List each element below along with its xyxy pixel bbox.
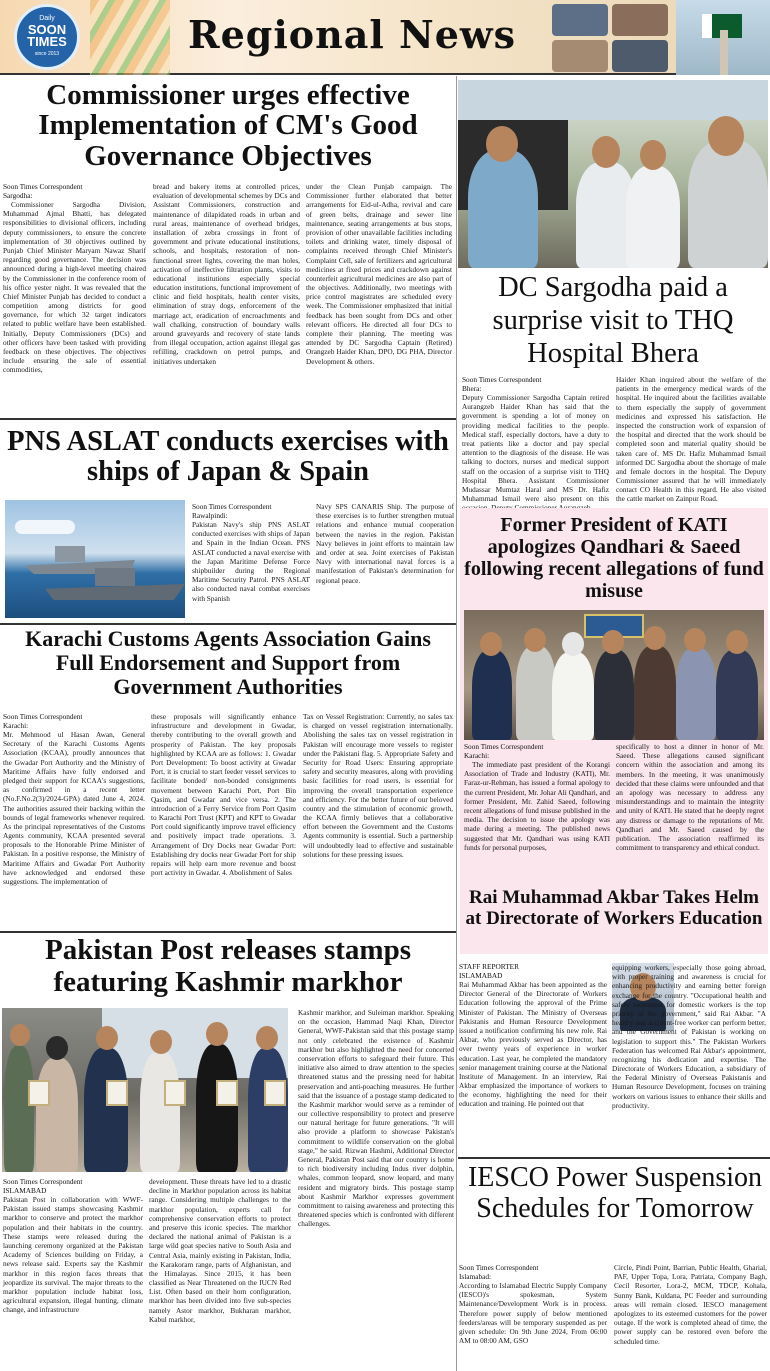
logo-name: SOON TIMES — [27, 22, 67, 49]
a4-headline: Former President of KATI apologizes Qandhari & Saeed following recent allegations of fund misuse — [464, 514, 764, 602]
a6-headline: Rai Muhammad Akbar Takes Helm at Directorate of Workers Education — [465, 887, 763, 929]
a7-col1: Pakistan Post in collaboration with WWF-Pakistan issued stamps showcasing Kashmir markhor to conserve and protect the markhor population and their habitats in the country. These stamps were released during the launching ceremony organized at the Pakistan Academy of Sciences building on Friday, a news release said. Experts say the Kashmir markhor in this region faces threats that jeopardize its survival. The major threats to the markhor population include habitat loss, agricultural expansion, illegal hunting, climate change, and infrastructure — [3, 1195, 143, 1315]
a3-dateline: Rawalpindi: — [192, 511, 228, 521]
dc-visit-photo — [458, 80, 768, 268]
a2-byline-text: Soon Times Correspondent — [462, 375, 542, 384]
a7-headline: Pakistan Post releases stamps featuring Kashmir markhor — [45, 934, 411, 998]
a8-byline-text: Soon Times Correspondent — [459, 1263, 539, 1272]
divider — [458, 1157, 770, 1159]
divider — [0, 623, 456, 625]
divider — [0, 418, 456, 420]
masthead — [0, 0, 770, 75]
a7-col3: Kashmir markhor, and Suleiman markhor. Speaking on the occasion, Hammad Naqi Khan, Director General, WWF-Pakistan said that this postage stamp not only celebrated the existence of Kashmir markhor but also highlighted the need for concerted conservation efforts to safeguard their future. This initiative also aimed to draw attention to the species threatened status and the pressing need for habitat preservation and anti-poaching measures. He further said that the issuance of a postage stamp dedicated to the Kashmir markhor would serve as a reminder of our collective responsibility to protect and preserve our natural heritage for future generations. "It will also provide a platform to showcase Pakistan's commitment to wildlife conservation on the global stage," he said. Rizwan Hashmi, Additional Director General, Pakistan Post said that our country is home to rich biodiversity including Indus river dolphin, whales, common leopard, snow leopard, and many resident and migratory birds. This postage stamp about Kashmir Markhor expresses government commitment to raising awareness and protecting this threatened species which is confronted with different challenges. — [298, 1008, 454, 1229]
a8-col2: Circle, Pindi Point, Barrian, Public Health, Gharial, PAF, Upper Topa, Lora, Patriata, Company Bagh, Cecil Resorter, Lora-2, MCM, TDCP, Kohala, Sunny Bank, Kuldana, PC Feeder and surrounding areas will remain closed. IESCO management apologizes to its esteemed customers for the power outage. If the work is completed ahead of time, the power supply can be restored even before the scheduled time. — [614, 1263, 767, 1346]
a4-byline-text: Soon Times Correspondent — [464, 742, 544, 751]
a1-col1: Commissioner Sargodha Division, Muhammad Ajmal Bhatti, has delegated responsibilities to divisional officers, including deputy commissioners, to ensure the concrete implementation of 30 objectives outlined by Punjab Chief Minister Maryam Nawaz Sharif regarding good governance. The decision was announced during a high-level meeting chaired by the Commissioner in the conference room of his office yester night. It was revealed that the Chief Minister Punjab has decided to conduct a competition among districts for good governance, for which 32 target indicators related to public welfare have been established. Initially, Deputy Commissioners (DCs) and other officers have been tasked with providing feedback on these objectives. The objectives include ensuring the sale of essential commodities, — [3, 200, 146, 375]
logo-since: since 2013 — [34, 51, 60, 57]
a3-headline: PNS ASLAT conducts exercises with ships of Japan & Spain — [7, 426, 449, 487]
a3-col2: Navy SPS CANARIS Ship. The purpose of these exercises is to further strengthen mutual relations and enhance mutual cooperation between the navies in the region. Pakistan Navy believes in joint efforts to maintain law and order at sea. Joint exercises of Pakistan Navy with international naval forces is a manifestation of Pakistan's determination for regional peace. — [316, 502, 454, 585]
a6-byline-text: STAFF REPORTER — [459, 962, 520, 971]
a5-byline-text: Soon Times Correspondent — [3, 712, 83, 721]
divider — [0, 931, 456, 933]
stamp-ceremony-photo — [2, 1008, 288, 1172]
logo-daily: Daily — [39, 15, 55, 22]
a7-col2: development. These threats have led to a drastic decline in Markhor population across its habitat range. Considering multiple challenges to the markhor population, experts call for comprehensive conservation efforts to protect and preserve this iconic species. The markhor declared the national animal of Pakistan is a large wild goat species native to South Asia and Central Asia, mainly existing in Pakistan, India, the Karakoram range, parts of Afghanistan, and the Himalayas. Since 2015, it has been classified as Near Threatened on the IUCN Red List. Often based on their horn configuration, markhor has been divided into five sub-species namely Astor markhor, Bukharan markhor, Kabul markhor, — [149, 1177, 291, 1324]
a1-headline: Commissioner urges effective Implementation of CM's Good Governance Objectives — [38, 79, 418, 172]
a8-dateline: Islamabad: — [459, 1272, 492, 1282]
minar-flag-image — [676, 0, 770, 75]
a3-byline-text: Soon Times Correspondent — [192, 502, 272, 511]
a4-col2: specifically to host a dinner in honor of Mr. Saeed. These allegations caused significant concern within the association and among its members. In the meeting, it was unanimously decided that these claims were unfounded and that an apology was necessary to address any misunderstandings and to maintain the integrity and unity of KATI. He stated that he deeply regret any distress or damage to the reputations of Mr. Qandhari and Mr. Saeed caused by the publication. The association reaffirmed its commitment to transparency and ethical conduct. — [616, 742, 764, 853]
a6-dateline: ISLAMABAD — [459, 971, 503, 981]
navy-ship-photo — [5, 500, 185, 618]
a6-byline — [459, 962, 569, 981]
a5-dateline: Karachi: — [3, 721, 29, 731]
a1-col3: under the Clean Punjab campaign. The Commissioner further elaborated that better arrangements for Eid-ul-Adha, revival and care of green belts, drainage and sewer line maintenance, seating arrangements at bus stops, provision of other unavailable facilities including toilets and drinking water, timely disposal of complaints received through Chief Minister's Complaint Cell, sale of fertilizers and agricultural medicines at fixed prices and crackdown against counterfeit agricultural medicines are also part of the objectives. Additionally, two meetings with price control magistrates are scheduled every week. The Commissioner emphasized that initial feedback has been sought from DCs and other relevant officers. He directed all four DCs to complete their planning. The meeting was attended by DC Sargodha Captain (Retired) Orangzeb Haider Khan, DPO, DG PHA, Director Development & others. — [306, 182, 452, 366]
a8-byline — [459, 1263, 607, 1282]
a7-byline — [3, 1177, 145, 1196]
a5-col1: Mr. Mehmood ul Hasan Awan, General Secretary of the Karachi Customs Agents Association (KCAA), proudly announces that the Gwadar Port Authority and the Ministry of Maritime Affairs have fully endorsed and pledged their support for KCAA's suggestions, as confirmed in a recent letter (No.F.No.2(3)/2024-GPA) dated June 4, 2024. The authorities assured their backing within the bounds of legal frameworks whenever required. As the principal representatives of the Customs Agents community, KCAA presented several proposals to the Honorable Prime Minister of Pakistan. In a positive response, the Ministry of Maritime Affairs and Gwadar Port Authority have acknowledged and endorsed these suggestions. The implementation of — [3, 730, 145, 886]
a5-col2: these proposals will significantly enhance infrastructure and development in Gwadar, thereby contributing to the overall growth and prosperity of Pakistan. The key proposals highlighted by KCAA are as follows: 1. Gwadar Port Development: To boost activity at Gwadar Port, it is crucial to start feeder vessel services to facilitate bonded/ non-bonded consignments movement between Karachi Port, Port Bin Qasim, and Gwadar and vice versa. 2. The introduction of a Ferry Service from Port Qasim to Karachi Port Trust (KPT) and KPT to Gwadar Port could significantly improve travel efficiency and positively impact trade operations. 3. Arrangement of Dry Docks near Gwadar Port: Establishing dry docks near Gwadar Port for ship repairs will help earn more revenue and boost port activity in Gwadar. 4. Abolishment of Sales — [151, 712, 296, 878]
a7-byline-text: Soon Times Correspondent — [3, 1177, 83, 1186]
a7-dateline: ISLAMABAD — [3, 1186, 47, 1196]
a1-byline — [3, 182, 148, 201]
a1-byline-text: Soon Times Correspondent — [3, 182, 83, 191]
a5-byline — [3, 712, 145, 731]
a6-col2: equipping workers, especially those going abroad, with proper training and awareness is crucial for enhancing productivity and earning better foreign exchange for the country. "Occupational health and safety awareness for domestic workers is the top priority of the government," said Rai Akbar. "A healthy and accident-free worker can perform better, and the Government of Pakistan is working on legislation to support this." The Pakistan Workers Federation has welcomed Rai Akbar's appointment, recognizing his dedication and expertise. The Directorate of Workers Education, a subsidiary of the Federal Ministry of Overseas Pakistanis and Human Resource Development, focuses on training workers on various issues to enhance their skills and productivity. — [612, 963, 766, 1110]
a1-dateline: Sargodha: — [3, 191, 33, 201]
a4-dateline: Karachi: — [464, 751, 490, 761]
a6-col1: Rai Muhammad Akbar has been appointed as the Director General of the Directorate of Workers Education following the approval of the Prime Minister of Pakistan. The Ministry of Overseas Pakistanis and Human Resource Development issued a notification confirming his new role. Rai Akbar, who previously served as Director, has over twenty years of experience in worker education. Last year, he completed the mandatory senior management training course at the National Institute of Management. In an interview, Rai Akbar emphasized the importance of workers to the economy, highlighting the need for their education and training. He pointed out that — [459, 980, 607, 1109]
a5-headline: Karachi Customs Agents Association Gains Full Endorsement and Support from Government Authorities — [25, 626, 431, 700]
a2-dateline: Bhera: — [462, 384, 482, 394]
a4-byline — [464, 742, 610, 761]
column-divider — [456, 76, 457, 1371]
a3-byline — [192, 502, 314, 521]
banner-photos — [550, 0, 670, 75]
a3-col1: Pakistan Navy's ship PNS ASLAT conducted exercises with ships of Japan and Spain in the Indian Ocean. PNS ASLAT conducted a naval exercise with the Japan Maritime Defense Force shipbuilder during the Regional Maritime Security Patrol. PNS ASLAT also conducted naval combat exercises with Spanish — [192, 520, 310, 603]
soon-times-logo — [14, 4, 80, 70]
a4-col1: The immediate past president of the Korangi Association of Trade and Industry (KATI), Mr. Faraz-ur-Rehman, has issued a formal apology to the current President, Mr. Johar Ali Qandhari, and former President, Mr. Zahid Saeed, following recent allegations of fund misuse published in the media. The decision to issue the apology was made during a meeting. The published news suggested that Mr. Qandhari was using KATI funds for personal purposes, — [464, 760, 610, 852]
a2-col2: Haider Khan inquired about the welfare of the patients in the emergency medical wards of the hospital. He inquired about the facilities available to them especially the supply of government medicines and expressed his satisfaction. He inspected the construction work of expansion of the hospital and directed that the work should be completed soon and material quality should be taken care of. MS Dr. Hafiz Muhammad Ismail informed DC Sargodha about the shortage of male and female doctors in the hospital. The Deputy Commissioner assured that he will immediately contact CO Health in this regard. He also visited the cattle market on Zainpur Road. — [616, 375, 766, 504]
a1-col2: bread and bakery items at controlled prices, evaluation of developmental schemes by DCs and Assistant Commissioners, construction and maintenance of dilapidated roads in urban and rural areas, maintenance of overhead bridges, installation of zebra crossings in front of government and private educational institutions, schools, and hospitals, restoration of non-functional street lights, covering the man holes, activation of ineffective filtration plants, visits to educational institutions especially special education institutions, functional improvement of clinic and field hospitals, health center visits, elimination of stray dogs, enforcement of the marriage act, eradication of encroachments and wall chalking, construction of boundary walls around graveyards and recovery of state lands from illegal occupation, action against illegal gas refilling, crackdown on petrol pumps, and initiatives undertaken — [153, 182, 300, 366]
section-title: Regional News — [188, 12, 517, 57]
a2-headline: DC Sargodha paid a surprise visit to THQ Hospital Bhera — [492, 272, 734, 369]
a5-col3: Tax on Vessel Registration: Currently, no sales tax is charged on vessel registration internationally. Abolishing the sales tax on vessel registration in Pakistan will encourage more vessels to register under the Pakistani flag. 5. Appropriate Safety and Security for Road Users: Ensuring appropriate safety and security measures, along with providing basic facilities for road users, is essential for improving the overall transportation experience and efficiency. For the better future of our beloved country and the stimulation of economic growth, the KCAA firmly believes that a collaborative effort between the Government and the Customs Agents community is essential. Such a partnership will undoubtedly lead to effective and sustainable solutions for these pressing issues. — [303, 712, 453, 859]
kati-group-photo — [464, 610, 764, 740]
a8-col1: According to Islamabad Electric Supply Company (IESCO)'s spokesman, System Maintenance/Development Work is in process. Therefore power supply of below mentioned feeders/areas will be temporary suspended as per given schedule: On 9th June 2024, From 06:00 AM to 08:00 AM, GSO — [459, 1281, 607, 1346]
a2-byline — [462, 375, 608, 394]
a8-headline: IESCO Power Suspension Schedules for Tomorrow — [467, 1162, 762, 1225]
a2-col1: Deputy Commissioner Sargodha Captain retired Aurangzeb Haider Khan has said that the government is spending a lot of money on providing medical facilities to the people. Medical staff, especially doctors, have a duty to treat patients like a doctor and pay special attention to the diagnosis of the disease. He was talking to doctors, nurses and medical support staff on the occasion of a surprise visit to THQ Hospital Bhera. Assistant Commissioner Mudassar Mumtaz Haral and MS Dr. Hafiz Muhammad Ismail were also present on this — [462, 393, 609, 504]
minar-icon — [720, 30, 728, 75]
banner-decoration — [90, 0, 170, 75]
